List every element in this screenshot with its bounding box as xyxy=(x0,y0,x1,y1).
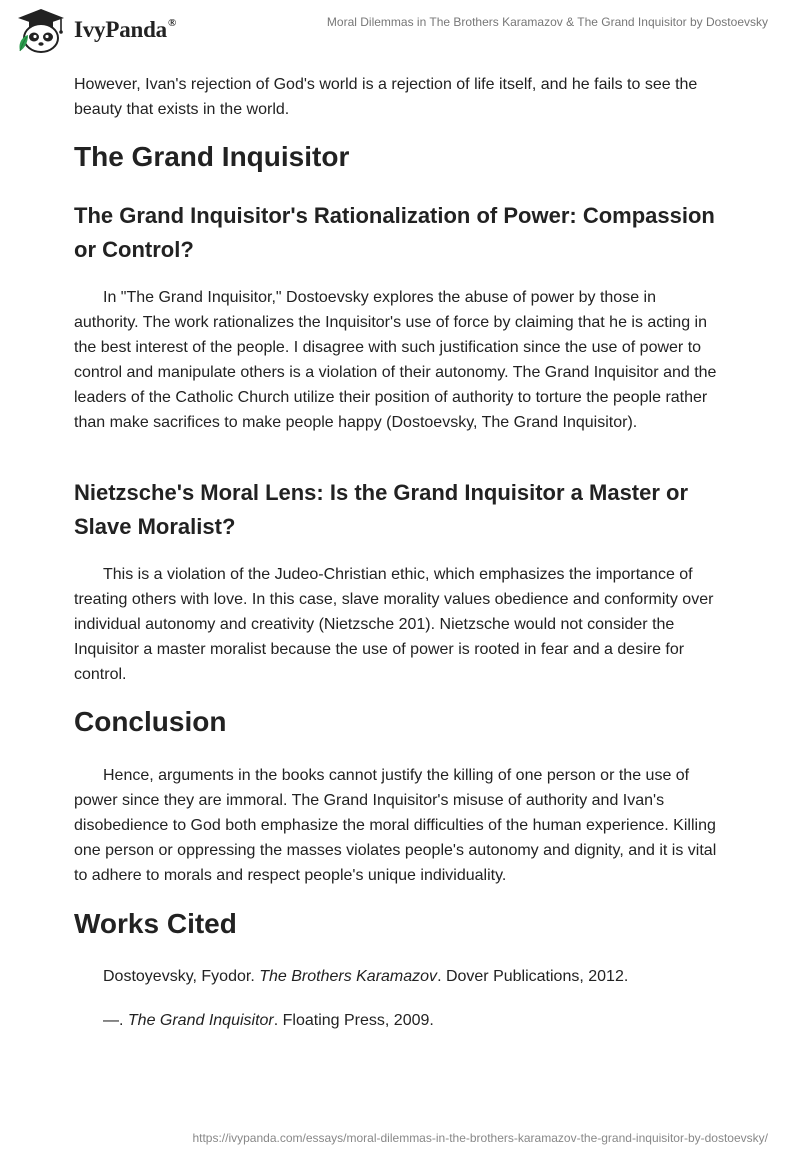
section-heading-works-cited: Works Cited xyxy=(74,908,237,939)
cited-book-title: The Grand Inquisitor xyxy=(127,1012,274,1029)
brand-name: IvyPanda® xyxy=(74,17,177,42)
paragraph-rationalization-of-power: In "The Grand Inquisitor," Dostoevsky explores the abuse of power by those in authority. The work rationalizes the Inquisitor's use of force by claiming that he is acting in the best interest of the people. I disagree with such justification since the use of power to control and manipulate others is a violation of their autonomy. The Grand Inquisitor and the leaders of the Catholic Church utilize their position of authority to torture the people rather than make sacrifices to make people happy (Dostoevsky, The Grand Inquisitor). xyxy=(74,289,717,431)
section-heading-grand-inquisitor: The Grand Inquisitor xyxy=(74,141,350,172)
works-cited-entry: Dostoyevsky, Fyodor. The Brothers Karamazov. Dover Publications, 2012. xyxy=(103,968,629,985)
intro-paragraph: However, Ivan's rejection of God's world is a rejection of life itself, and he fails to see the beauty that exists in the world. xyxy=(74,76,698,118)
source-url-link[interactable]: https://ivypanda.com/essays/moral-dilemmas-in-the-brothers-karamazov-the-grand-inquisitor-by-dostoevsky/ xyxy=(192,1131,768,1145)
page-header xyxy=(0,0,800,60)
panda-mascot-icon xyxy=(14,7,68,53)
paragraph-nietzsche-moral-lens: This is a violation of the Judeo-Christian ethic, which emphasizes the importance of treating others with love. In this case, slave morality values obedience and conformity over individual autonomy and creativity (Nietzsche 201). Nietzsche would not consider the Inquisitor a master moralist because the use of power is rooted in fear and a desire for control. xyxy=(74,566,714,683)
paragraph-conclusion: Hence, arguments in the books cannot justify the killing of one person or the use of power since they are immoral. The Grand Inquisitor's misuse of authority and Ivan's disobedience to God both emphasize the moral difficulties of the human experience. Killing one person or oppressing the masses violates people's autonomy and dignity, and it is vital to adhere to morals and respect people's unique individuality. xyxy=(74,767,717,884)
works-cited-entry: —. The Grand Inquisitor. Floating Press, 2009. xyxy=(103,1012,434,1029)
section-heading-conclusion: Conclusion xyxy=(74,706,227,737)
subheading-rationalization-of-power: The Grand Inquisitor's Rationalization of Power: Compassion or Control? xyxy=(74,203,715,262)
cited-book-title: The Brothers Karamazov xyxy=(259,968,438,985)
registered-mark: ® xyxy=(167,17,177,30)
subheading-nietzsche-moral-lens: Nietzsche's Moral Lens: Is the Grand Inquisitor a Master or Slave Moralist? xyxy=(74,480,689,539)
ivypanda-logo[interactable] xyxy=(14,6,176,54)
document-title: Moral Dilemmas in The Brothers Karamazov & The Grand Inquisitor by Dostoevsky xyxy=(326,15,768,29)
